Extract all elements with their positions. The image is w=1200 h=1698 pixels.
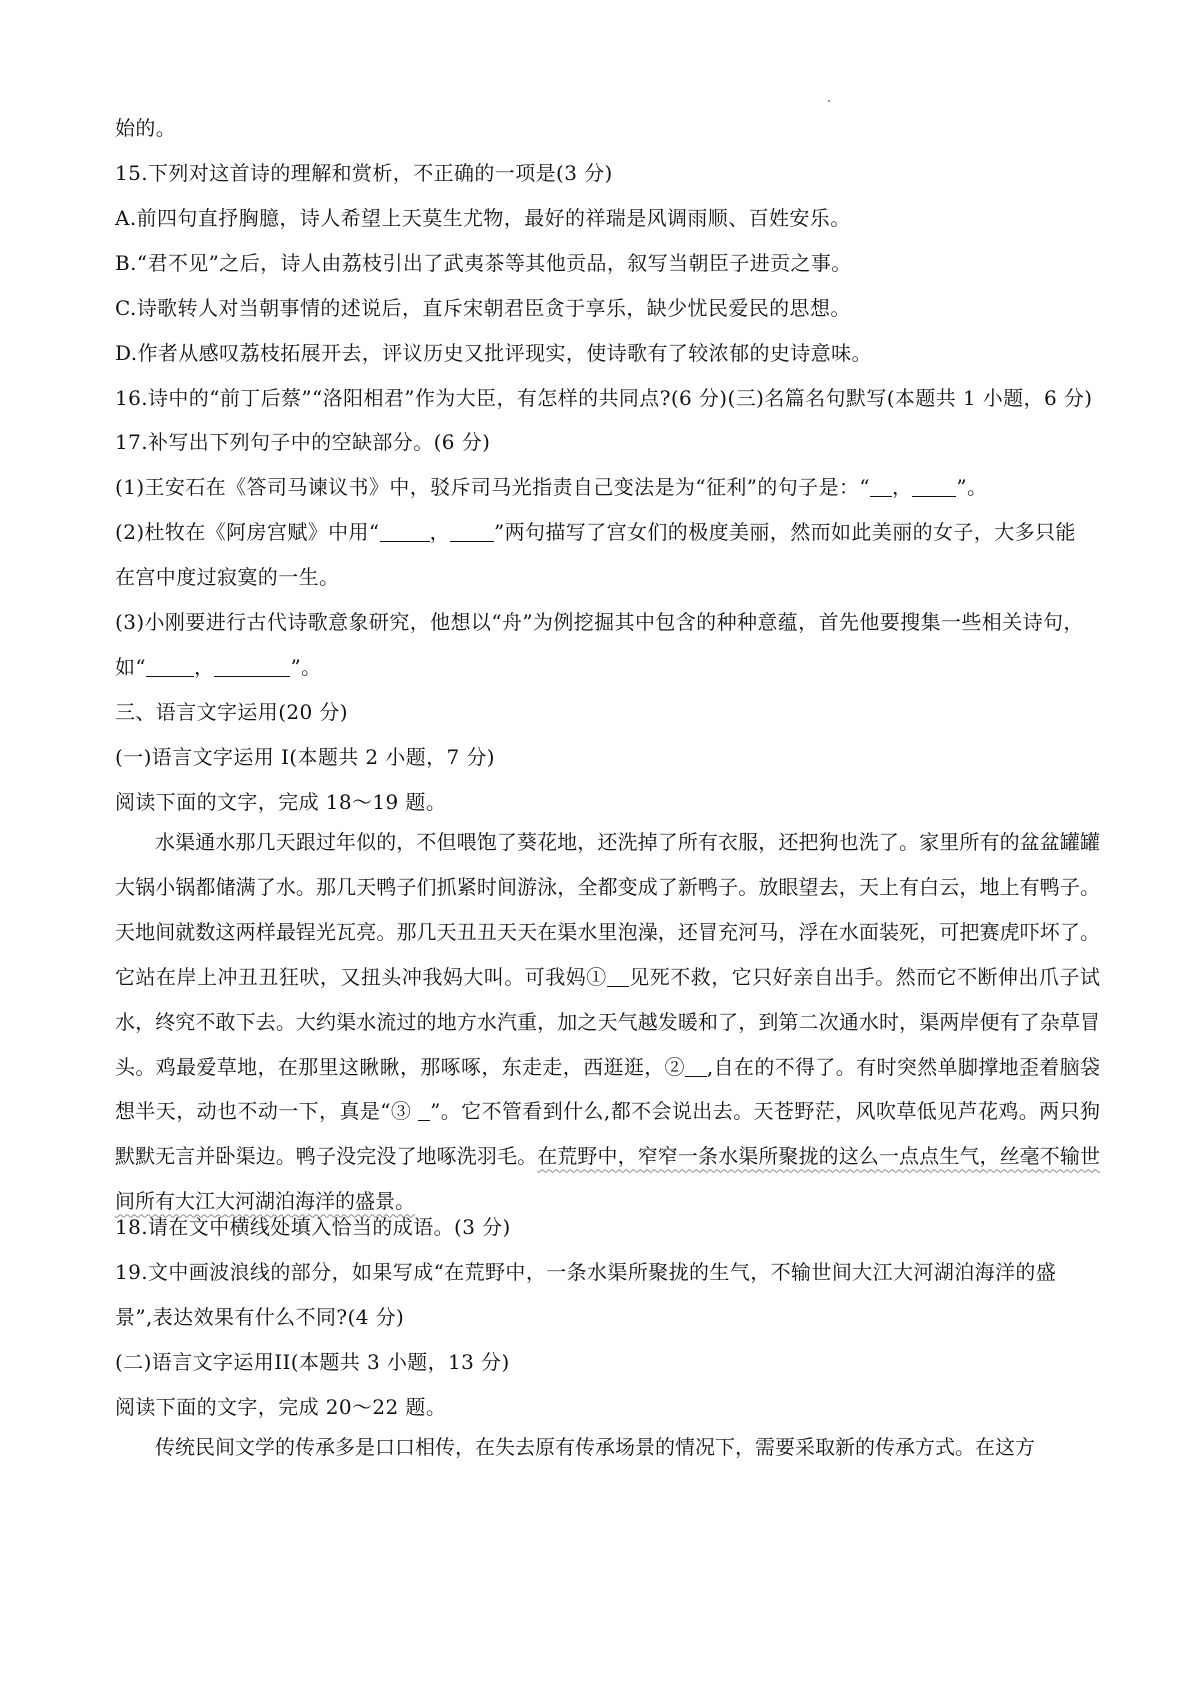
reading-passage — [115, 820, 1100, 1224]
stray-dot — [828, 100, 830, 102]
blank-separator: ， — [194, 655, 215, 679]
option-b: B.“君不见”之后，诗人由荔枝引出了武夷茶等其他贡品，叙写当朝臣子进贡之事。 — [115, 251, 852, 275]
question-17-3-text: 如“ — [115, 655, 147, 679]
fill-blank[interactable] — [870, 476, 892, 497]
section-heading: 三、语言文字运用(20 分) — [115, 700, 349, 724]
reading-instruction: 阅读下面的文字，完成 18～19 题。 — [115, 790, 447, 814]
passage-text: ”。它不管看到什么,都不会说出去。天苍野茫，风吹草低见芦花鸡。两只狗默默无言并卧渠边。鸭子没完没了地啄洗羽毛。 — [115, 1099, 1100, 1169]
passage-text: 水渠通水那几天跟过年似的，不但喂饱了葵花地，还洗掉了所有衣服，还把狗也洗了。家里所有的盆盆罐罐大锅小锅都储满了水。那几天鸭子们抓紧时间游泳，全都变成了新鸭子。放眼望去，天上有白云，地上有鸭子。天地间就数这两样最锃光瓦亮。那几天丑丑天天在渠水里泡澡，还冒充河马，浮在水面装死，可把赛虎吓坏了。它站在岸上冲丑丑狂吠，又扭头冲我妈大叫。可我妈① — [115, 830, 1100, 989]
fill-blank-1[interactable] — [607, 966, 629, 987]
passage-text: ,自在的不得了。有时突然单脚撑地歪着脑袋想半天，动也不动一下，真是“③ — [115, 1054, 1101, 1124]
question-17-3-continued — [115, 653, 321, 681]
question-19-continued: 景”,表达效果有什么不同?(4 分) — [115, 1305, 405, 1329]
option-a: A.前四句直抒胸臆，诗人希望上天莫生尤物，最好的祥瑞是风调雨顺、百姓安乐。 — [115, 206, 851, 230]
question-17-1-text: (1)王安石在《答司马谏议书》中，驳斥司马光指责自己变法是为“征利”的句子是：“ — [115, 475, 871, 499]
fill-blank-2[interactable] — [685, 1056, 707, 1077]
question-17-2 — [115, 518, 1076, 546]
question-17-2-tail: ”两句描写了宫女们的极度美丽，然而如此美丽的女子，大多只能 — [493, 520, 1076, 544]
question-18: 18.请在文中横线处填入恰当的成语。(3 分) — [115, 1215, 511, 1239]
blank-separator: ， — [429, 520, 450, 544]
blank-separator: ， — [892, 475, 913, 499]
question-17-3: (3)小刚要进行古代诗歌意象研究，他想以“舟”为例挖掘其中包含的种种意蕴，首先他要搜集一些相关诗句， — [115, 610, 1084, 634]
question-16: 16.诗中的“前丁后蔡”“洛阳相君”作为大臣，有怎样的共同点?(6 分)(三)名篇名句默写(本题共 1 小题，6 分) — [115, 386, 1093, 410]
subsection-heading: (二)语言文字运用II(本题共 3 小题，13 分) — [115, 1350, 510, 1374]
question-17-2-text: (2)杜牧在《阿房宫赋》中用“ — [115, 520, 380, 544]
passage-text: 见死不救，它只好亲自出手。然而它不断伸出爪子试水，终究不敢下去。大约渠水流过的地方水汽重，加之天气越发暖和了，到第二次通水时，渠两岸便有了杂草冒头。鸡最爱草地，在那里这瞅瞅，那啄啄，东走走，西逛逛，② — [115, 964, 1101, 1079]
question-17-2-continued: 在宫中度过寂寞的一生。 — [115, 565, 340, 589]
option-c: C.诗歌转人对当朝事情的述说后，直斥宋朝君臣贪于享乐，缺少忧民爱民的思想。 — [115, 296, 851, 320]
fill-blank[interactable] — [912, 476, 956, 497]
reading-passage-2 — [115, 1425, 1100, 1470]
fill-blank[interactable] — [450, 521, 494, 542]
question-15: 15.下列对这首诗的理解和赏析，不正确的一项是(3 分) — [115, 161, 613, 185]
subsection-heading: (一)语言文字运用 I(本题共 2 小题，7 分) — [115, 745, 495, 769]
fill-blank[interactable] — [146, 656, 194, 677]
question-19: 19.文中画波浪线的部分，如果写成“在荒野中，一条水渠所聚拢的生气，不输世间大江大河湖泊海洋的盛 — [115, 1260, 1057, 1284]
reading-instruction: 阅读下面的文字，完成 20～22 题。 — [115, 1395, 447, 1419]
question-17-3-end: ”。 — [290, 655, 322, 679]
fill-blank-3[interactable] — [418, 1100, 430, 1121]
question-17: 17.补写出下列句子中的空缺部分。(6 分) — [115, 430, 491, 454]
wavy-underlined-sentence: 在荒野中，窄窄一条水渠所聚拢的这么一点点生气，丝毫不输世间所有大江大河湖泊海洋的盛景。 — [115, 1144, 1100, 1214]
text-line: 始的。 — [115, 116, 177, 140]
passage-text: 传统民间文学的传承多是口口相传，在失去原有传承场景的情况下，需要采取新的传承方式。在这方 — [155, 1435, 1035, 1459]
question-17-1 — [115, 473, 987, 501]
option-d: D.作者从感叹荔枝拓展开去，评议历史又批评现实，使诗歌有了较浓郁的史诗意味。 — [115, 341, 872, 365]
fill-blank[interactable] — [380, 521, 430, 542]
question-17-1-end: ”。 — [956, 475, 988, 499]
fill-blank[interactable] — [214, 656, 290, 677]
